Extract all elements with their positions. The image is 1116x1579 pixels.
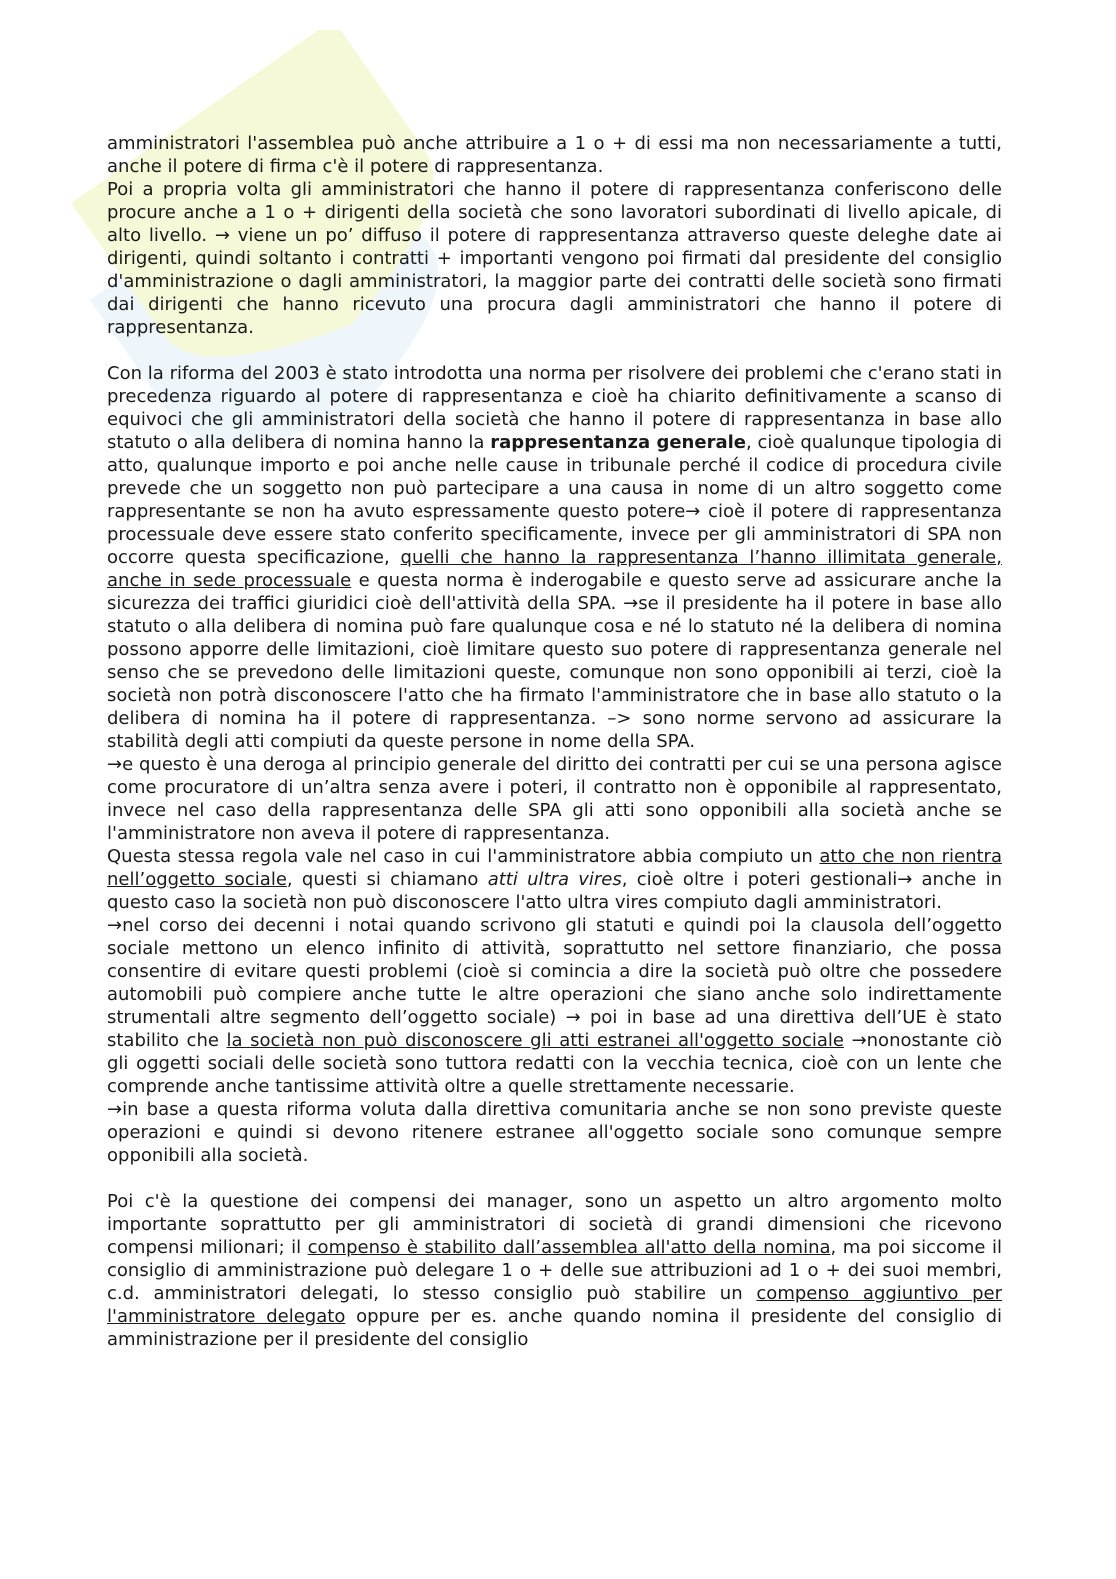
underlined-phrase: la società non può disconoscere gli atti estranei all'oggetto sociale — [226, 1030, 844, 1051]
text-run: Poi c'è la questione dei compensi dei manager, sono un aspetto un altro argomento molto importante soprattutto per gli amministratori di società di grandi dimensioni che ricevono compensi milionari; il — [107, 1191, 1002, 1258]
text-run: amministratori l'assemblea può anche attribuire a 1 o + di essi ma non necessariamente a tutti, anche il potere di firma c'è il potere di rappresentanza. — [107, 133, 1002, 177]
paragraph-5 — [107, 845, 1002, 914]
paragraph-7 — [107, 1098, 1002, 1167]
paragraph-1 — [107, 132, 1002, 178]
paragraph-gap — [107, 339, 1002, 362]
text-run: Questa stessa regola vale nel caso in cui l'amministratore abbia compiuto un — [107, 846, 820, 867]
underlined-phrase: compenso aggiuntivo per l'amministratore delegato — [107, 1283, 1003, 1327]
document-page — [107, 132, 1002, 1351]
paragraph-8 — [107, 1190, 1002, 1351]
text-run: , ma poi siccome il consiglio di amministrazione può delegare 1 o + delle sue attribuzioni ad 1 o + dei suoi membri, c.d. amministratori delegati, lo stesso consiglio può stabilire un — [107, 1237, 1002, 1304]
text-run: Con la riforma del 2003 è stato introdotta una norma per risolvere dei problemi che c'erano stati in precedenza riguardo al potere di rappresentanza e cioè ha chiarito definitivamente a scanso di equivoci che gli amministratori della società che hanno il potere di rappresentanza in base allo statuto o alla delibera di nomina hanno la — [107, 363, 1002, 453]
text-run: oppure per es. anche quando nomina il presidente del consiglio di amministrazione per il presidente del consiglio — [107, 1306, 1003, 1350]
text-run: →e questo è una deroga al principio generale del diritto dei contratti per cui se una persona agisce come procuratore di un’altra senza avere i poteri, il contratto non è opponibile al rappresentato, invece nel caso della rappresentanza delle SPA gli atti sono opponibili alla società anche se l'amministratore non aveva il potere di rappresentanza. — [107, 754, 1002, 844]
paragraph-gap — [107, 1167, 1002, 1190]
text-run: →nonostante ciò gli oggetti sociali delle società sono tuttora redatti con la vecchia tecnica, cioè con un lente che comprende anche tantissime attività oltre a quelle strettamente necessarie. — [107, 1030, 1002, 1097]
paragraph-3 — [107, 362, 1002, 753]
paragraph-4 — [107, 753, 1002, 845]
bold-term-rappresentanza-generale: rappresentanza generale — [490, 432, 746, 453]
italic-term-ultra-vires: atti ultra vires — [487, 869, 622, 890]
text-run: , cioè oltre i poteri gestionali→ anche in questo caso la società non può disconoscere l'atto ultra vires compiuto dagli amministratori. — [107, 869, 1002, 913]
text-run: , questi si chiamano — [286, 869, 488, 890]
underlined-phrase: compenso è stabilito dall’assemblea all'atto della nomina — [307, 1237, 831, 1258]
text-run: e questa norma è inderogabile e questo serve ad assicurare anche la sicurezza dei traffici giuridici cioè dell'attività della SPA. →se il presidente ha il potere in base allo statuto o alla delibera di nomina può fare qualunque cosa e né lo statuto né la delibera di nomina possono apporre delle limitazioni, cioè limitare questo suo potere di rappresentanza generale nel senso che se prevedono delle limitazioni queste, comunque non sono opponibili ai terzi, cioè la società non potrà disconoscere l'atto che ha firmato l'amministratore che in base allo statuto o la delibera di nomina ha il potere di rappresentanza. –> sono norme servono ad assicurare la stabilità degli atti compiuti da queste persone in nome della SPA. — [107, 570, 1002, 752]
paragraph-2 — [107, 178, 1002, 339]
text-run: , cioè qualunque tipologia di atto, qualunque importo e poi anche nelle cause in tribunale perché il codice di procedura civile prevede che un soggetto non può partecipare a una causa in nome di un altro soggetto come rappresentante se non ha avuto espressamente questo potere→ cioè il potere di rappresentanza processuale deve essere stato conferito specificamente, invece per gli amministratori di SPA non occorre questa specificazione, — [107, 432, 1002, 568]
text-run: →in base a questa riforma voluta dalla direttiva comunitaria anche se non sono previste queste operazioni e quindi si devono ritenere estranee all'oggetto sociale sono comunque sempre opponibili alla società. — [107, 1099, 1002, 1166]
paragraph-6 — [107, 914, 1002, 1098]
underlined-phrase: quelli che hanno la rappresentanza l’hanno illimitata generale, anche in sede processuale — [107, 547, 1002, 591]
underlined-phrase: atto che non rientra nell’oggetto sociale — [107, 846, 1002, 890]
text-run: Poi a propria volta gli amministratori che hanno il potere di rappresentanza conferiscono delle procure anche a 1 o + dirigenti della società che sono lavoratori subordinati di livello apicale, di alto livello. → viene un po’ diffuso il potere di rappresentanza attraverso queste deleghe date ai dirigenti, quindi soltanto i contratti + importanti vengono poi firmati dal presidente del consiglio d'amministrazione o dagli amministratori, la maggior parte dei contratti delle società sono firmati dai dirigenti che hanno ricevuto una procura dagli amministratori che hanno il potere di rappresentanza. — [107, 179, 1002, 338]
text-run: →nel corso dei decenni i notai quando scrivono gli statuti e quindi poi la clausola dell’oggetto sociale mettono un elenco infinito di attività, soprattutto nel settore finanziario, che possa consentire di evitare questi problemi (cioè si comincia a dire la società può oltre che possedere automobili può compiere anche tutte le altre operazioni che siano anche solo indirettamente strumentali altre segmento dell’oggetto sociale) → poi in base ad una direttiva dell’UE è stato stabilito che — [107, 915, 1002, 1051]
